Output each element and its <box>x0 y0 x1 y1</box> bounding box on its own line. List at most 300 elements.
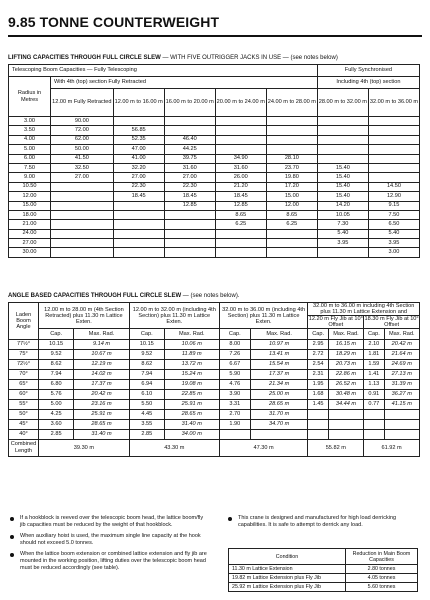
capacity-cell: 0.91 <box>364 390 384 400</box>
cap-header: Cap. <box>129 329 164 340</box>
capacity-cell <box>368 135 419 144</box>
notes-right <box>228 515 418 533</box>
capacity-cell <box>215 229 266 238</box>
section2-heading-rest: — (see notes below). <box>181 293 240 299</box>
capacity-cell: 6.67 <box>219 360 250 370</box>
reduction-condition: 11.30 m Lattice Extension <box>229 565 346 574</box>
max-radius-cell: 17.37 m <box>74 380 130 390</box>
max-radius-cell: 34.00 m <box>164 430 219 440</box>
capacity-cell: 9.52 <box>129 350 164 360</box>
capacity-cell <box>266 126 317 135</box>
capacity-cell <box>113 239 164 248</box>
angle-cell: 55° <box>9 400 39 410</box>
max-radius-cell: 27.13 m <box>384 370 419 380</box>
table-row <box>9 360 420 370</box>
capacity-cell: 41.50 <box>51 154 114 163</box>
max-radius-cell: 10.67 m <box>74 350 130 360</box>
max-radius-cell: 25.00 m <box>250 390 308 400</box>
max-radius-cell: 16.15 m <box>328 340 363 350</box>
boom-length-column-header: 28.00 m to 32.00 m <box>317 89 368 117</box>
capacity-cell: 6.94 <box>129 380 164 390</box>
boom-length-column-header: 12.00 m Fully Retracted <box>51 89 114 117</box>
capacity-cell: 1.90 <box>219 420 250 430</box>
cap-header: Cap. <box>308 329 328 340</box>
capacity-cell: 9.15 <box>368 201 419 210</box>
capacity-cell: 2.10 <box>364 340 384 350</box>
capacity-cell <box>317 135 368 144</box>
capacity-cell: 3.90 <box>219 390 250 400</box>
table-row <box>9 410 420 420</box>
radius-cell: 3.00 <box>9 117 51 126</box>
capacity-cell: 17.20 <box>266 182 317 191</box>
capacity-cell <box>51 210 114 219</box>
lifting-capacities-table <box>8 64 420 258</box>
capacity-cell: 31.60 <box>164 163 215 172</box>
capacity-cell: 14.20 <box>317 201 368 210</box>
capacity-cell <box>368 173 419 182</box>
capacity-cell <box>317 248 368 257</box>
capacity-cell: 3.60 <box>39 420 74 430</box>
reduction-value: 2.80 tonnes <box>346 565 418 574</box>
table-row <box>9 145 420 154</box>
max-rad-header: Max. Rad. <box>328 329 363 340</box>
capacity-cell <box>215 117 266 126</box>
max-radius-cell: 13.72 m <box>164 360 219 370</box>
max-radius-cell: 31.40 m <box>164 420 219 430</box>
section1-heading-rest: — WITH FIVE OUTRIGGER JACKS IN USE — (see notes below) <box>160 55 338 61</box>
capacity-cell: 7.94 <box>39 370 74 380</box>
capacity-cell <box>266 239 317 248</box>
max-radius-cell: 28.65 m <box>250 400 308 410</box>
capacity-cell: 56.85 <box>113 126 164 135</box>
group-1-header: 12.00 m to 28.00 m (4th Section Retracted) plus 11.30 m Lattice Exten. <box>39 303 130 329</box>
capacity-cell <box>51 182 114 191</box>
capacity-cell: 5.90 <box>219 370 250 380</box>
angle-cell: 50° <box>9 410 39 420</box>
angle-cell: 65° <box>9 380 39 390</box>
capacity-cell: 10.15 <box>129 340 164 350</box>
max-radius-cell: 14.02 m <box>74 370 130 380</box>
capacity-cell <box>368 145 419 154</box>
reduction-condition: 19.82 m Lattice Extension plus Fly Jib <box>229 574 346 583</box>
capacity-cell: 5.00 <box>39 400 74 410</box>
capacity-cell: 3.00 <box>368 248 419 257</box>
capacity-cell <box>51 192 114 201</box>
table-row <box>9 210 420 219</box>
max-radius-cell <box>328 430 363 440</box>
max-radius-cell: 20.73 m <box>328 360 363 370</box>
radius-cell: 24.00 <box>9 229 51 238</box>
capacity-cell: 1.41 <box>364 370 384 380</box>
boom-length-column-header: 24.00 m to 28.00 m <box>266 89 317 117</box>
capacity-cell: 3.95 <box>368 239 419 248</box>
capacity-cell: 27.00 <box>164 173 215 182</box>
capacity-cell: 15.40 <box>317 163 368 172</box>
capacity-cell: 2.72 <box>308 350 328 360</box>
capacity-cell: 32.20 <box>113 163 164 172</box>
capacity-cell: 12.00 <box>266 201 317 210</box>
capacity-cell: 12.90 <box>368 192 419 201</box>
capacity-cell <box>51 201 114 210</box>
capacity-cell <box>368 126 419 135</box>
max-radius-cell: 21.64 m <box>384 350 419 360</box>
capacity-cell: 6.25 <box>266 220 317 229</box>
capacity-cell: 21.20 <box>215 182 266 191</box>
capacity-cell: 1.45 <box>308 400 328 410</box>
table-row <box>9 248 420 257</box>
reduction-value: 4.05 tonnes <box>346 574 418 583</box>
capacity-cell: 3.55 <box>129 420 164 430</box>
capacity-cell <box>317 154 368 163</box>
table-row <box>9 201 420 210</box>
capacity-cell <box>51 239 114 248</box>
capacity-cell: 4.45 <box>129 410 164 420</box>
max-radius-cell: 30.48 m <box>328 390 363 400</box>
max-radius-cell: 15.54 m <box>250 360 308 370</box>
max-radius-cell: 31.40 m <box>74 430 130 440</box>
capacity-cell <box>113 220 164 229</box>
radius-cell: 27.00 <box>9 239 51 248</box>
capacity-cell: 28.10 <box>266 154 317 163</box>
max-rad-header: Max. Rad. <box>74 329 130 340</box>
max-radius-cell <box>384 420 419 430</box>
combined-length-cell: 61.92 m <box>364 440 420 457</box>
max-radius-cell: 36.27 m <box>384 390 419 400</box>
group-4-header: 32.00 m to 36.00 m including 4th Section plus 11.30 m Lattice Extension and <box>308 303 420 316</box>
capacity-cell <box>215 135 266 144</box>
table-row <box>9 430 420 440</box>
capacity-cell: 2.31 <box>308 370 328 380</box>
radius-cell: 10.50 <box>9 182 51 191</box>
max-radius-cell: 34.70 m <box>250 420 308 430</box>
capacity-cell: 62.00 <box>51 135 114 144</box>
capacity-cell: 15.40 <box>317 182 368 191</box>
group-3-header: 32.00 m to 36.00 m (including 4th Section) plus 11.30 m Lattice Exten. <box>219 303 308 329</box>
max-radius-cell: 11.89 m <box>164 350 219 360</box>
max-radius-cell: 25.91 m <box>74 410 130 420</box>
max-radius-cell: 10.97 m <box>250 340 308 350</box>
capacity-cell <box>266 117 317 126</box>
max-radius-cell <box>250 430 308 440</box>
table-row <box>9 380 420 390</box>
page-title: 9.85 TONNE COUNTERWEIGHT <box>8 14 220 30</box>
max-radius-cell: 22.85 m <box>164 390 219 400</box>
note-item: When the lattice boom extension or combined lattice extension and fly jib are mounted in the working position, lifting duties over the telescopic boom head must be reduced accordingly (see table). <box>10 551 210 573</box>
max-radius-cell: 28.65 m <box>164 410 219 420</box>
table-row <box>9 154 420 163</box>
capacity-cell <box>308 410 328 420</box>
capacity-cell <box>266 135 317 144</box>
capacity-cell: 18.45 <box>215 192 266 201</box>
note-item: If a hookblock is reeved over the telescopic boom head, the lattice boom/fly jib capacities must be reduced by the weight of that hookblock. <box>10 515 210 530</box>
capacity-cell: 14.50 <box>368 182 419 191</box>
max-radius-cell: 17.37 m <box>250 370 308 380</box>
capacity-cell <box>215 126 266 135</box>
capacity-cell: 12.85 <box>164 201 215 210</box>
section1-heading <box>8 55 338 61</box>
radius-cell: 15.00 <box>9 201 51 210</box>
capacity-cell <box>113 229 164 238</box>
table-row <box>9 340 420 350</box>
capacity-cell <box>215 248 266 257</box>
capacity-cell: 8.62 <box>39 360 74 370</box>
radius-cell: 18.00 <box>9 210 51 219</box>
max-radius-cell: 31.70 m <box>250 410 308 420</box>
capacity-cell: 5.40 <box>317 229 368 238</box>
capacity-cell: 2.85 <box>129 430 164 440</box>
capacity-cell: 1.68 <box>308 390 328 400</box>
capacity-cell <box>164 117 215 126</box>
capacity-cell <box>113 117 164 126</box>
group-2-header: 12.00 m to 32.00 m (including 4th Section) plus 11.30 m Lattice Exten. <box>129 303 219 329</box>
capacity-cell: 31.60 <box>215 163 266 172</box>
table-row <box>9 135 420 144</box>
capacity-cell: 27.00 <box>51 173 114 182</box>
capacity-cell: 6.50 <box>368 220 419 229</box>
angle-capacities-table <box>8 302 420 457</box>
capacity-cell: 5.40 <box>368 229 419 238</box>
capacity-cell: 2.95 <box>308 340 328 350</box>
combined-length-cell: 43.30 m <box>129 440 219 457</box>
capacity-cell: 41.00 <box>113 154 164 163</box>
capacity-cell: 6.80 <box>39 380 74 390</box>
angle-header: Laden Boom Angle <box>9 303 39 340</box>
fly-jib-1-header: 12.20 m Fly Jib at 10° Offset <box>308 316 363 328</box>
note-item: When auxiliary hoist is used, the maximum single line capacity at the hook should not exceed 5.0 tonnes. <box>10 533 210 548</box>
capacity-cell <box>317 117 368 126</box>
max-rad-header: Max. Rad. <box>250 329 308 340</box>
max-radius-cell: 24.69 m <box>384 360 419 370</box>
reduction-condition: 25.92 m Lattice Extension plus Fly Jib <box>229 583 346 592</box>
table-row <box>9 370 420 380</box>
max-radius-cell: 31.39 m <box>384 380 419 390</box>
reduction-value: 5.60 tonnes <box>346 583 418 592</box>
angle-cell: 70° <box>9 370 39 380</box>
max-radius-cell: 10.06 m <box>164 340 219 350</box>
reduction-table <box>228 548 418 592</box>
capacity-cell: 32.50 <box>51 163 114 172</box>
capacity-cell <box>164 248 215 257</box>
capacity-cell: 90.00 <box>51 117 114 126</box>
capacity-cell: 15.00 <box>266 192 317 201</box>
max-radius-cell: 18.29 m <box>328 350 363 360</box>
angle-cell: 60° <box>9 390 39 400</box>
capacity-cell: 2.70 <box>219 410 250 420</box>
cap-header: Cap. <box>39 329 74 340</box>
capacity-cell: 2.85 <box>39 430 74 440</box>
capacity-cell: 10.05 <box>317 210 368 219</box>
sub-right-header: Including 4th (top) section <box>317 77 419 89</box>
boom-length-column-header: 12.00 m to 16.00 m <box>113 89 164 117</box>
capacity-cell: 52.35 <box>113 135 164 144</box>
angle-cell: 75° <box>9 350 39 360</box>
boom-length-column-header: 16.00 m to 20.00 m <box>164 89 215 117</box>
capacity-cell <box>215 239 266 248</box>
title-rule <box>8 35 422 37</box>
capacity-cell <box>215 145 266 154</box>
capacity-cell: 8.65 <box>215 210 266 219</box>
fly-jib-2-header: 18.30 m Fly Jib at 10° Offset <box>364 316 419 328</box>
capacity-cell: 47.00 <box>113 145 164 154</box>
reduction-header-value: Reduction in Main Boom Capacities <box>346 549 418 565</box>
capacity-cell <box>308 430 328 440</box>
capacity-cell: 46.40 <box>164 135 215 144</box>
max-radius-cell: 34.44 m <box>328 400 363 410</box>
capacity-cell <box>364 410 384 420</box>
table-row <box>9 400 420 410</box>
capacity-cell: 3.95 <box>317 239 368 248</box>
capacity-cell: 22.30 <box>164 182 215 191</box>
max-radius-cell: 13.41 m <box>250 350 308 360</box>
table-row <box>9 192 420 201</box>
max-radius-cell: 19.08 m <box>164 380 219 390</box>
angle-cell: 40° <box>9 430 39 440</box>
capacity-cell: 7.50 <box>368 210 419 219</box>
max-radius-cell <box>328 420 363 430</box>
angle-cell: 77½° <box>9 340 39 350</box>
sub-left-header: With 4th (top) section Fully Retracted <box>51 77 318 89</box>
capacity-cell: 3.31 <box>219 400 250 410</box>
boom-length-column-header: 20.00 m to 24.00 m <box>215 89 266 117</box>
max-radius-cell: 12.19 m <box>74 360 130 370</box>
capacity-cell: 1.59 <box>364 360 384 370</box>
max-radius-cell: 21.34 m <box>250 380 308 390</box>
capacity-cell <box>266 248 317 257</box>
max-radius-cell <box>384 430 419 440</box>
max-radius-cell: 23.16 m <box>74 400 130 410</box>
table-row <box>9 229 420 238</box>
capacity-cell: 44.25 <box>164 145 215 154</box>
combined-length-cell: 39.30 m <box>39 440 130 457</box>
reduction-header-condition: Condition <box>229 549 346 565</box>
capacity-cell <box>113 210 164 219</box>
capacity-cell: 26.00 <box>215 173 266 182</box>
capacity-cell <box>164 210 215 219</box>
cap-header: Cap. <box>364 329 384 340</box>
boom-length-column-header: 32.00 m to 36.00 m <box>368 89 419 117</box>
capacity-cell <box>368 163 419 172</box>
max-radius-cell: 28.65 m <box>74 420 130 430</box>
capacity-cell: 22.30 <box>113 182 164 191</box>
capacity-cell: 10.15 <box>39 340 74 350</box>
capacity-cell <box>266 145 317 154</box>
capacity-cell <box>266 229 317 238</box>
capacity-cell: 9.52 <box>39 350 74 360</box>
radius-cell: 21.00 <box>9 220 51 229</box>
capacity-cell <box>368 154 419 163</box>
capacity-cell: 7.30 <box>317 220 368 229</box>
capacity-cell: 19.80 <box>266 173 317 182</box>
capacity-cell: 1.95 <box>308 380 328 390</box>
table-row <box>9 420 420 430</box>
section2-heading <box>8 293 239 299</box>
max-radius-cell: 26.52 m <box>328 380 363 390</box>
group-left-header: Telescoping Boom Capacities — Fully Telescoping <box>9 65 318 77</box>
radius-cell: 9.00 <box>9 173 51 182</box>
section2-heading-bold: ANGLE BASED CAPACITIES THROUGH FULL CIRCLE SLEW <box>8 293 182 299</box>
table-row <box>9 220 420 229</box>
capacity-cell: 23.70 <box>266 163 317 172</box>
capacity-cell <box>219 430 250 440</box>
capacity-cell <box>113 248 164 257</box>
capacity-cell: 72.00 <box>51 126 114 135</box>
max-radius-cell: 41.15 m <box>384 400 419 410</box>
table-row <box>9 350 420 360</box>
radius-cell: 12.00 <box>9 192 51 201</box>
capacity-cell: 6.10 <box>129 390 164 400</box>
capacity-cell: 5.50 <box>129 400 164 410</box>
angle-cell: 45° <box>9 420 39 430</box>
capacity-cell: 7.26 <box>219 350 250 360</box>
section1-heading-bold: LIFTING CAPACITIES THROUGH FULL CIRCLE SLEW <box>8 55 161 61</box>
capacity-cell <box>51 248 114 257</box>
table-row <box>9 126 420 135</box>
capacity-cell: 8.62 <box>129 360 164 370</box>
max-radius-cell: 20.42 m <box>74 390 130 400</box>
capacity-cell: 27.00 <box>113 173 164 182</box>
radius-cell: 3.50 <box>9 126 51 135</box>
radius-cell: 6.00 <box>9 154 51 163</box>
capacity-cell <box>317 145 368 154</box>
table-row <box>9 163 420 172</box>
capacity-cell <box>113 201 164 210</box>
capacity-cell: 15.40 <box>317 192 368 201</box>
capacity-cell: 15.40 <box>317 173 368 182</box>
max-radius-cell: 15.24 m <box>164 370 219 380</box>
capacity-cell <box>164 126 215 135</box>
cap-header: Cap. <box>219 329 250 340</box>
capacity-cell <box>164 239 215 248</box>
capacity-cell: 8.65 <box>266 210 317 219</box>
capacity-cell: 0.77 <box>364 400 384 410</box>
capacity-cell <box>368 117 419 126</box>
capacity-cell <box>164 220 215 229</box>
capacity-cell <box>308 420 328 430</box>
note-item: This crane is designed and manufactured for high load derricking capabilities. It is safe to attempt to derrick any load. <box>228 515 418 530</box>
max-rad-header: Max. Rad. <box>164 329 219 340</box>
capacity-cell: 1.13 <box>364 380 384 390</box>
capacity-cell <box>51 220 114 229</box>
table-row <box>9 173 420 182</box>
capacity-cell: 18.45 <box>164 192 215 201</box>
radius-cell: 7.50 <box>9 163 51 172</box>
capacity-cell: 34.90 <box>215 154 266 163</box>
capacity-cell: 7.94 <box>129 370 164 380</box>
max-rad-header: Max. Rad. <box>384 329 419 340</box>
angle-cell: 72½° <box>9 360 39 370</box>
capacity-cell: 4.76 <box>219 380 250 390</box>
radius-header: Radius in Metres <box>9 77 51 117</box>
capacity-cell <box>164 229 215 238</box>
group-right-header: Fully Synchronised <box>317 65 419 77</box>
capacity-cell: 4.25 <box>39 410 74 420</box>
capacity-cell: 2.54 <box>308 360 328 370</box>
combined-length-label: Combined Length <box>9 440 39 457</box>
max-radius-cell <box>384 410 419 420</box>
capacity-cell <box>317 126 368 135</box>
radius-cell: 5.00 <box>9 145 51 154</box>
max-radius-cell <box>328 410 363 420</box>
capacity-cell <box>364 420 384 430</box>
radius-cell: 4.00 <box>9 135 51 144</box>
notes-left <box>10 515 210 576</box>
capacity-cell: 6.25 <box>215 220 266 229</box>
table-row <box>9 390 420 400</box>
capacity-cell: 50.00 <box>51 145 114 154</box>
max-radius-cell: 25.91 m <box>164 400 219 410</box>
capacity-cell <box>364 430 384 440</box>
max-radius-cell: 20.42 m <box>384 340 419 350</box>
